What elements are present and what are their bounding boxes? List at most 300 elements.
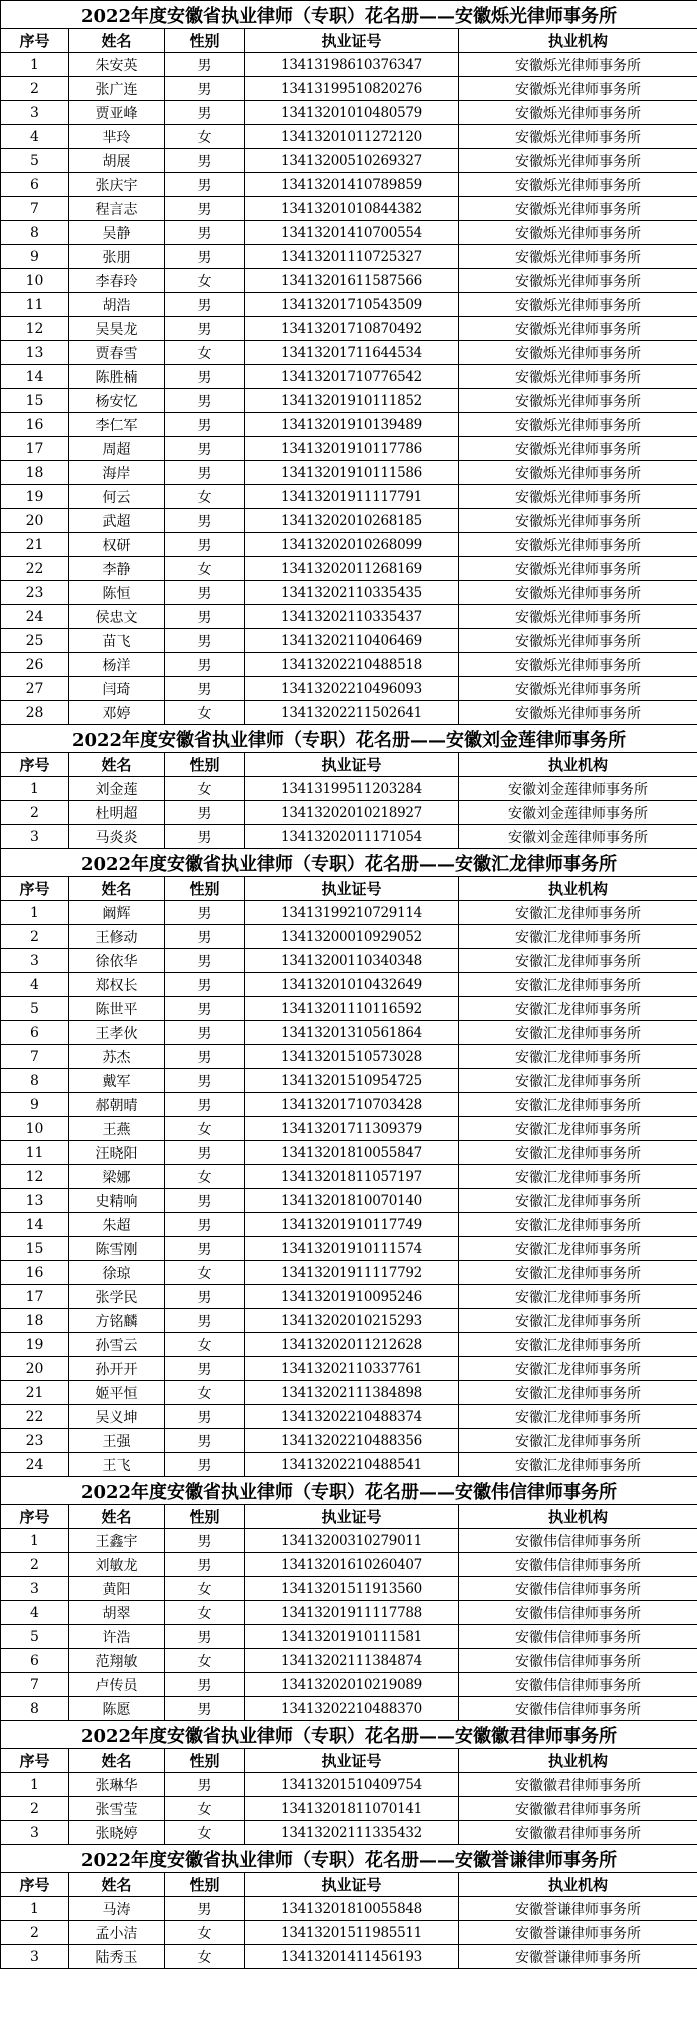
license-number: 13413201010480579 [245,101,459,125]
lawyer-gender: 男 [165,221,245,245]
lawyer-gender: 男 [165,1093,245,1117]
license-number: 13413201911117788 [245,1601,459,1625]
section-title-row [1,1721,697,1749]
column-header-name: 姓名 [69,1873,165,1897]
lawyer-name: 胡展 [69,149,165,173]
table-row [1,1189,697,1213]
row-number: 5 [1,149,69,173]
row-number: 16 [1,1261,69,1285]
law-firm: 安徽伟信律师事务所 [459,1577,697,1601]
column-header-no: 序号 [1,1749,69,1773]
table-row [1,629,697,653]
law-firm: 安徽汇龙律师事务所 [459,1165,697,1189]
column-header-firm: 执业机构 [459,877,697,901]
row-number: 4 [1,125,69,149]
lawyer-name: 李静 [69,557,165,581]
row-number: 1 [1,777,69,801]
row-number: 2 [1,77,69,101]
table-row [1,125,697,149]
lawyer-gender: 男 [165,1553,245,1577]
table-row [1,1333,697,1357]
law-firm: 安徽烁光律师事务所 [459,365,697,389]
law-firm: 安徽烁光律师事务所 [459,101,697,125]
row-number: 21 [1,1381,69,1405]
lawyer-name: 朱安英 [69,53,165,77]
law-firm: 安徽汇龙律师事务所 [459,1261,697,1285]
column-header-firm: 执业机构 [459,1749,697,1773]
lawyer-gender: 男 [165,1697,245,1721]
law-firm: 安徽烁光律师事务所 [459,173,697,197]
row-number: 2 [1,925,69,949]
section-title: 2022年度安徽省执业律师（专职）花名册——安徽徽君律师事务所 [1,1721,697,1749]
column-header-name: 姓名 [69,1749,165,1773]
lawyer-name: 许浩 [69,1625,165,1649]
row-number: 1 [1,1773,69,1797]
license-number: 13413201811070141 [245,1797,459,1821]
law-firm: 安徽徽君律师事务所 [459,1797,697,1821]
row-number: 23 [1,581,69,605]
lawyer-name: 陆秀玉 [69,1945,165,1969]
license-number: 13413201911117791 [245,485,459,509]
law-firm: 安徽烁光律师事务所 [459,413,697,437]
table-row [1,197,697,221]
row-number: 14 [1,1213,69,1237]
row-number: 12 [1,317,69,341]
law-firm: 安徽烁光律师事务所 [459,77,697,101]
table-row [1,1921,697,1945]
law-firm: 安徽汇龙律师事务所 [459,1285,697,1309]
lawyer-gender: 男 [165,77,245,101]
license-number: 13413201610260407 [245,1553,459,1577]
row-number: 28 [1,701,69,725]
column-header-row [1,29,697,53]
column-header-gender: 性别 [165,1505,245,1529]
law-firm: 安徽烁光律师事务所 [459,149,697,173]
table-row [1,1069,697,1093]
lawyer-name: 卢传员 [69,1673,165,1697]
lawyer-gender: 男 [165,949,245,973]
license-number: 13413202110406469 [245,629,459,653]
table-row [1,269,697,293]
table-row [1,365,697,389]
lawyer-name: 苏杰 [69,1045,165,1069]
row-number: 3 [1,825,69,849]
license-number: 13413201410700554 [245,221,459,245]
law-firm: 安徽汇龙律师事务所 [459,1237,697,1261]
table-row [1,1309,697,1333]
column-header-row [1,1505,697,1529]
row-number: 26 [1,653,69,677]
lawyer-gender: 男 [165,901,245,925]
lawyer-name: 汪晓阳 [69,1141,165,1165]
law-firm: 安徽汇龙律师事务所 [459,1381,697,1405]
law-firm: 安徽烁光律师事务所 [459,485,697,509]
lawyer-gender: 男 [165,1069,245,1093]
lawyer-name: 杨安忆 [69,389,165,413]
law-firm: 安徽烁光律师事务所 [459,701,697,725]
license-number: 13413201910117786 [245,437,459,461]
law-firm: 安徽徽君律师事务所 [459,1773,697,1797]
table-row [1,1117,697,1141]
row-number: 18 [1,1309,69,1333]
lawyer-gender: 女 [165,1381,245,1405]
law-firm: 安徽汇龙律师事务所 [459,1429,697,1453]
table-row [1,1649,697,1673]
lawyer-gender: 女 [165,1821,245,1845]
section-title-row [1,1845,697,1873]
column-header-name: 姓名 [69,1505,165,1529]
table-row [1,949,697,973]
license-number: 13413201310561864 [245,1021,459,1045]
row-number: 1 [1,53,69,77]
law-firm: 安徽汇龙律师事务所 [459,1333,697,1357]
column-header-license: 执业证号 [245,29,459,53]
column-header-name: 姓名 [69,877,165,901]
lawyer-gender: 女 [165,1117,245,1141]
lawyer-gender: 女 [165,557,245,581]
law-firm: 安徽烁光律师事务所 [459,581,697,605]
license-number: 13413201710776542 [245,365,459,389]
table-row [1,1897,697,1921]
law-firm: 安徽烁光律师事务所 [459,293,697,317]
lawyer-gender: 女 [165,1921,245,1945]
row-number: 3 [1,949,69,973]
lawyer-name: 刘敏龙 [69,1553,165,1577]
license-number: 13413201911117792 [245,1261,459,1285]
table-row [1,997,697,1021]
law-firm: 安徽伟信律师事务所 [459,1649,697,1673]
row-number: 3 [1,1821,69,1845]
table-row [1,1213,697,1237]
license-number: 13413199511203284 [245,777,459,801]
table-row [1,1381,697,1405]
row-number: 2 [1,1797,69,1821]
column-header-firm: 执业机构 [459,29,697,53]
lawyer-gender: 男 [165,173,245,197]
lawyer-gender: 男 [165,677,245,701]
table-row [1,1797,697,1821]
lawyer-name: 张庆宇 [69,173,165,197]
law-firm: 安徽刘金莲律师事务所 [459,825,697,849]
row-number: 13 [1,1189,69,1213]
lawyer-name: 张广连 [69,77,165,101]
license-number: 13413201511913560 [245,1577,459,1601]
lawyer-name: 王孝伙 [69,1021,165,1045]
lawyer-name: 贾春雪 [69,341,165,365]
table-row [1,701,697,725]
license-number: 13413201711644534 [245,341,459,365]
lawyer-name: 武超 [69,509,165,533]
license-number: 13413201110725327 [245,245,459,269]
lawyer-name: 陈胜楠 [69,365,165,389]
lawyer-gender: 男 [165,1021,245,1045]
law-firm: 安徽烁光律师事务所 [459,461,697,485]
lawyer-gender: 女 [165,1577,245,1601]
column-header-firm: 执业机构 [459,753,697,777]
law-firm: 安徽汇龙律师事务所 [459,1405,697,1429]
row-number: 3 [1,101,69,125]
lawyer-gender: 男 [165,1773,245,1797]
lawyer-name: 范翔敏 [69,1649,165,1673]
lawyer-gender: 男 [165,1189,245,1213]
lawyer-name: 李仁军 [69,413,165,437]
column-header-license: 执业证号 [245,1873,459,1897]
license-number: 13413199210729114 [245,901,459,925]
lawyer-gender: 男 [165,293,245,317]
law-firm: 安徽烁光律师事务所 [459,221,697,245]
lawyer-name: 孟小洁 [69,1921,165,1945]
column-header-no: 序号 [1,29,69,53]
lawyer-gender: 男 [165,197,245,221]
column-header-row [1,877,697,901]
table-row [1,293,697,317]
column-header-no: 序号 [1,1873,69,1897]
law-firm: 安徽烁光律师事务所 [459,317,697,341]
section-title-row [1,849,697,877]
row-number: 5 [1,997,69,1021]
table-row [1,1625,697,1649]
table-row [1,825,697,849]
column-header-gender: 性别 [165,1749,245,1773]
lawyer-gender: 男 [165,605,245,629]
row-number: 17 [1,1285,69,1309]
table-row [1,1357,697,1381]
row-number: 7 [1,1045,69,1069]
law-firm: 安徽汇龙律师事务所 [459,1189,697,1213]
license-number: 13413201611587566 [245,269,459,293]
lawyer-gender: 男 [165,437,245,461]
lawyer-gender: 男 [165,1453,245,1477]
law-firm: 安徽伟信律师事务所 [459,1553,697,1577]
column-header-gender: 性别 [165,1873,245,1897]
table-row [1,101,697,125]
license-number: 13413201010432649 [245,973,459,997]
lawyer-gender: 女 [165,1165,245,1189]
table-row [1,1429,697,1453]
row-number: 20 [1,1357,69,1381]
table-row [1,149,697,173]
license-number: 13413198610376347 [245,53,459,77]
table-row [1,485,697,509]
law-firm: 安徽烁光律师事务所 [459,125,697,149]
license-number: 13413202011212628 [245,1333,459,1357]
row-number: 2 [1,1553,69,1577]
law-firm: 安徽烁光律师事务所 [459,677,697,701]
lawyer-gender: 男 [165,533,245,557]
lawyer-name: 郝朝晴 [69,1093,165,1117]
license-number: 13413202210488356 [245,1429,459,1453]
row-number: 2 [1,801,69,825]
lawyer-name: 吴义坤 [69,1405,165,1429]
lawyer-gender: 男 [165,1237,245,1261]
table-row [1,925,697,949]
row-number: 11 [1,293,69,317]
law-firm: 安徽烁光律师事务所 [459,269,697,293]
lawyer-name: 孙开开 [69,1357,165,1381]
section-title: 2022年度安徽省执业律师（专职）花名册——安徽伟信律师事务所 [1,1477,697,1505]
lawyer-name: 胡浩 [69,293,165,317]
lawyer-name: 吴静 [69,221,165,245]
row-number: 20 [1,509,69,533]
license-number: 13413201410789859 [245,173,459,197]
license-number: 13413201511985511 [245,1921,459,1945]
row-number: 16 [1,413,69,437]
law-firm: 安徽誉谦律师事务所 [459,1921,697,1945]
table-row [1,1165,697,1189]
lawyer-name: 陈愿 [69,1697,165,1721]
license-number: 13413201910095246 [245,1285,459,1309]
row-number: 21 [1,533,69,557]
license-number: 13413201011272120 [245,125,459,149]
lawyer-gender: 男 [165,973,245,997]
law-firm: 安徽伟信律师事务所 [459,1529,697,1553]
lawyer-name: 芈玲 [69,125,165,149]
lawyer-gender: 女 [165,1601,245,1625]
law-firm: 安徽烁光律师事务所 [459,629,697,653]
lawyer-gender: 男 [165,925,245,949]
table-row [1,1093,697,1117]
table-row [1,973,697,997]
row-number: 24 [1,605,69,629]
lawyer-name: 史精响 [69,1189,165,1213]
law-firm: 安徽伟信律师事务所 [459,1601,697,1625]
row-number: 2 [1,1921,69,1945]
license-number: 13413202210488370 [245,1697,459,1721]
law-firm: 安徽汇龙律师事务所 [459,1117,697,1141]
license-number: 13413202210488374 [245,1405,459,1429]
row-number: 15 [1,389,69,413]
lawyer-gender: 男 [165,1429,245,1453]
row-number: 22 [1,1405,69,1429]
row-number: 6 [1,1021,69,1045]
law-firm: 安徽汇龙律师事务所 [459,901,697,925]
lawyer-name: 张晓婷 [69,1821,165,1845]
law-firm: 安徽汇龙律师事务所 [459,949,697,973]
row-number: 19 [1,1333,69,1357]
table-row [1,245,697,269]
license-number: 13413201710543509 [245,293,459,317]
lawyer-gender: 男 [165,53,245,77]
lawyer-gender: 女 [165,341,245,365]
license-number: 13413202110337761 [245,1357,459,1381]
table-row [1,1021,697,1045]
lawyer-name: 吴昊龙 [69,317,165,341]
table-row [1,533,697,557]
law-firm: 安徽烁光律师事务所 [459,533,697,557]
license-number: 13413201810070140 [245,1189,459,1213]
lawyer-name: 杨洋 [69,653,165,677]
column-header-name: 姓名 [69,29,165,53]
lawyer-gender: 女 [165,1261,245,1285]
law-firm: 安徽汇龙律师事务所 [459,997,697,1021]
license-number: 13413202210488518 [245,653,459,677]
row-number: 6 [1,1649,69,1673]
lawyer-name: 徐依华 [69,949,165,973]
lawyer-name: 阚辉 [69,901,165,925]
lawyer-gender: 男 [165,1405,245,1429]
law-firm: 安徽烁光律师事务所 [459,605,697,629]
lawyer-gender: 女 [165,1797,245,1821]
lawyer-name: 李春玲 [69,269,165,293]
row-number: 13 [1,341,69,365]
table-row [1,1285,697,1309]
lawyer-gender: 男 [165,1897,245,1921]
lawyer-gender: 男 [165,801,245,825]
license-number: 13413201710870492 [245,317,459,341]
lawyer-gender: 男 [165,1357,245,1381]
law-firm: 安徽誉谦律师事务所 [459,1897,697,1921]
license-number: 13413201110116592 [245,997,459,1021]
license-number: 13413201510954725 [245,1069,459,1093]
license-number: 13413201510573028 [245,1045,459,1069]
table-row [1,1945,697,1969]
table-row [1,1773,697,1797]
table-row [1,461,697,485]
row-number: 9 [1,1093,69,1117]
lawyer-gender: 女 [165,701,245,725]
law-firm: 安徽汇龙律师事务所 [459,1213,697,1237]
lawyer-name: 姬平恒 [69,1381,165,1405]
column-header-no: 序号 [1,753,69,777]
row-number: 19 [1,485,69,509]
table-row [1,221,697,245]
row-number: 18 [1,461,69,485]
table-row [1,777,697,801]
lawyer-name: 王燕 [69,1117,165,1141]
law-firm: 安徽刘金莲律师事务所 [459,801,697,825]
lawyer-name: 马涛 [69,1897,165,1921]
lawyer-name: 杜明超 [69,801,165,825]
law-firm: 安徽伟信律师事务所 [459,1673,697,1697]
row-number: 23 [1,1429,69,1453]
license-number: 13413202111384874 [245,1649,459,1673]
law-firm: 安徽汇龙律师事务所 [459,1357,697,1381]
license-number: 13413201910111581 [245,1625,459,1649]
lawyer-gender: 男 [165,825,245,849]
table-row [1,437,697,461]
table-row [1,557,697,581]
lawyer-gender: 男 [165,1141,245,1165]
table-row [1,677,697,701]
law-firm: 安徽汇龙律师事务所 [459,1141,697,1165]
lawyer-name: 王修动 [69,925,165,949]
row-number: 27 [1,677,69,701]
law-firm: 安徽伟信律师事务所 [459,1625,697,1649]
row-number: 9 [1,245,69,269]
lawyer-name: 孙雪云 [69,1333,165,1357]
license-number: 13413200110340348 [245,949,459,973]
section-title-row [1,725,697,753]
law-firm: 安徽誉谦律师事务所 [459,1945,697,1969]
license-number: 13413200010929052 [245,925,459,949]
license-number: 13413202010268099 [245,533,459,557]
law-firm: 安徽烁光律师事务所 [459,653,697,677]
row-number: 7 [1,1673,69,1697]
lawyer-name: 程言志 [69,197,165,221]
license-number: 13413201810055848 [245,1897,459,1921]
lawyer-gender: 男 [165,1045,245,1069]
license-number: 13413201910117749 [245,1213,459,1237]
license-number: 13413200510269327 [245,149,459,173]
law-firm: 安徽烁光律师事务所 [459,341,697,365]
law-firm: 安徽烁光律师事务所 [459,197,697,221]
column-header-no: 序号 [1,1505,69,1529]
row-number: 8 [1,221,69,245]
row-number: 7 [1,197,69,221]
row-number: 10 [1,269,69,293]
law-firm: 安徽刘金莲律师事务所 [459,777,697,801]
row-number: 22 [1,557,69,581]
